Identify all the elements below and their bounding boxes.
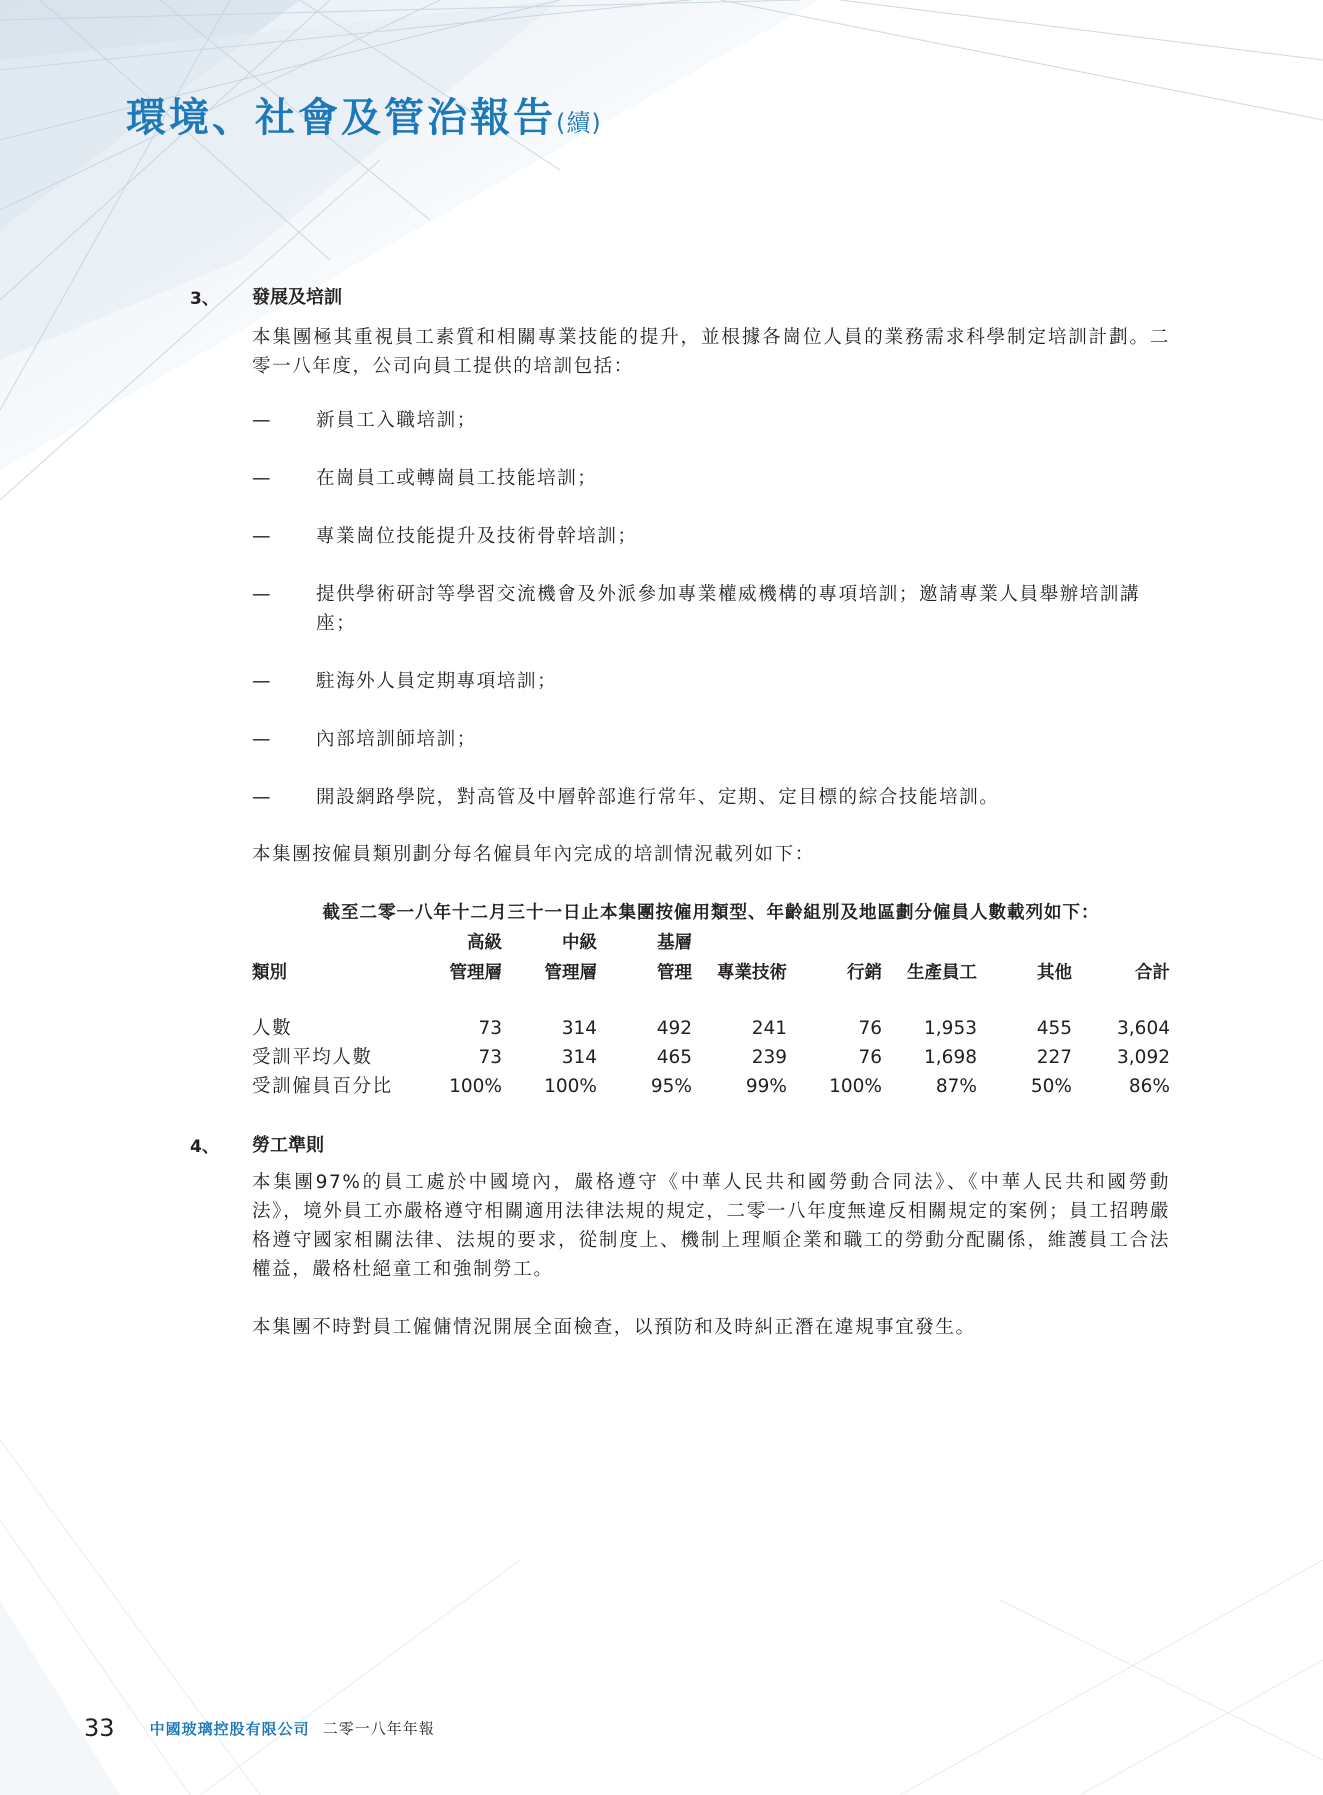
- header-line2: 管理層: [544, 963, 597, 983]
- table-spacer: [252, 988, 1170, 1014]
- header-line2: 行銷: [847, 963, 882, 983]
- section-4-paragraph-1: 本集團97%的員工處於中國境內，嚴格遵守《中華人民共和國勞動合同法》、《中華人民共和國勞動法》，境外員工亦嚴格遵守相關適用法律法規的規定，二零一八年度無違反相關規定的案例；員工招聘嚴格遵守國家相關法律、法規的要求，從制度上、機制上理順企業和職工的勞動分配關係，維護員工合法權益，嚴格杜絕童工和強制勞工。: [252, 1172, 1170, 1280]
- header-line2: 生產員工: [907, 963, 977, 983]
- list-item: [252, 667, 1170, 696]
- table-cell: 241: [751, 1018, 787, 1039]
- list-item: [252, 464, 1170, 493]
- table-cell: 99%: [745, 1076, 787, 1097]
- company-name: 中國玻璃控股有限公司: [149, 1719, 310, 1738]
- table-cell: 314: [561, 1047, 597, 1068]
- table-cell: 314: [561, 1018, 597, 1039]
- header-line1: [692, 928, 787, 958]
- header-sales: [787, 928, 882, 988]
- list-item: [252, 406, 1170, 435]
- table-row: [252, 1014, 1170, 1043]
- table-cell: 227: [1036, 1047, 1072, 1068]
- row-label: 人數: [252, 1018, 293, 1039]
- header-line2: 合計: [1135, 963, 1170, 983]
- header-technical: [692, 928, 787, 988]
- table-cell: 239: [751, 1047, 787, 1068]
- page-title-text: 環境、社會及管治報告: [126, 95, 556, 141]
- section-4-number: 4、: [190, 1137, 219, 1157]
- table-intro: 本集團按僱員類別劃分每名僱員年內完成的培訓情況載列如下：: [252, 844, 815, 865]
- header-line1: 中級: [562, 933, 597, 953]
- header-line2: 專業技術: [717, 963, 787, 983]
- header-line1: [1072, 928, 1170, 958]
- table-cell: 100%: [544, 1076, 597, 1097]
- table-header-row: [252, 928, 1170, 988]
- dash-marker: —: [252, 671, 273, 692]
- page-title-continued: (續): [556, 109, 602, 137]
- dash-marker: —: [252, 584, 273, 605]
- table-cell: 100%: [829, 1076, 882, 1097]
- dash-marker: —: [252, 468, 273, 489]
- header-line2: 類別: [252, 963, 287, 983]
- list-item: [252, 522, 1170, 551]
- dash-marker: —: [252, 729, 273, 750]
- section-4-title: 勞工準則: [252, 1135, 324, 1156]
- table-cell: 76: [858, 1018, 882, 1039]
- list-item-text: 內部培訓師培訓；: [316, 729, 477, 750]
- table-row: [252, 1072, 1170, 1101]
- section-3-number: 3、: [190, 289, 219, 309]
- table-cell: 87%: [935, 1076, 977, 1097]
- list-item: [252, 580, 1170, 638]
- table-cell: 50%: [1030, 1076, 1072, 1097]
- header-total: [1072, 928, 1170, 988]
- header-line1: [787, 928, 882, 958]
- list-item-text: 提供學術研討等學習交流機會及外派參加專業權威機構的專項培訓；邀請專業人員舉辦培訓講座；: [316, 584, 1141, 634]
- table-row: [252, 1043, 1170, 1072]
- row-label: 受訓僱員百分比: [252, 1076, 393, 1097]
- table-cell: 95%: [650, 1076, 692, 1097]
- table-cell: 455: [1036, 1018, 1072, 1039]
- table-cell: 3,092: [1117, 1047, 1170, 1068]
- header-production: [882, 928, 977, 988]
- header-line1: [252, 928, 392, 958]
- table-cell: 1,698: [924, 1047, 977, 1068]
- header-junior-management: [597, 928, 692, 988]
- table-cell: 73: [478, 1018, 502, 1039]
- list-item: [252, 725, 1170, 754]
- header-others: [977, 928, 1072, 988]
- header-middle-management: [502, 928, 597, 988]
- header-senior-management: [392, 928, 502, 988]
- section-4-paragraph-2: 本集團不時對員工僱傭情況開展全面檢查，以預防和及時糾正潛在違規事宜發生。: [252, 1317, 976, 1338]
- row-label: 受訓平均人數: [252, 1047, 373, 1068]
- dash-marker: —: [252, 526, 273, 547]
- header-line1: [977, 928, 1072, 958]
- list-item-text: 開設網路學院，對高管及中層幹部進行常年、定期、定目標的綜合技能培訓。: [316, 787, 1000, 808]
- table-cell: 3,604: [1117, 1018, 1170, 1039]
- table-cell: 1,953: [924, 1018, 977, 1039]
- dash-marker: —: [252, 787, 273, 808]
- header-line2: 其他: [1037, 963, 1072, 983]
- table-cell: 73: [478, 1047, 502, 1068]
- section-3-intro: 本集團極其重視員工素質和相關專業技能的提升，並根據各崗位人員的業務需求科學制定培訓計劃。二零一八年度，公司向員工提供的培訓包括：: [252, 327, 1170, 377]
- header-category: [252, 928, 392, 988]
- table-cell: 76: [858, 1047, 882, 1068]
- training-table: [252, 928, 1170, 1101]
- list-item: [252, 783, 1170, 812]
- dash-marker: —: [252, 410, 273, 431]
- header-line2: 管理層: [449, 963, 502, 983]
- table-cell: 86%: [1128, 1076, 1170, 1097]
- table-cell: 492: [656, 1018, 692, 1039]
- page-title: [126, 86, 602, 143]
- list-item-text: 在崗員工或轉崗員工技能培訓；: [316, 468, 598, 489]
- page-footer: [84, 1714, 435, 1742]
- header-line1: 高級: [467, 933, 502, 953]
- table-caption: 截至二零一八年十二月三十一日止本集團按僱用類型、年齡組別及地區劃分僱員人數載列如下：: [322, 903, 1100, 923]
- training-list: [252, 406, 1170, 841]
- page-number: 33: [84, 1714, 115, 1742]
- section-3-title: 發展及培訓: [252, 287, 342, 308]
- list-item-text: 專業崗位技能提升及技術骨幹培訓；: [316, 526, 638, 547]
- table-cell: 465: [656, 1047, 692, 1068]
- header-line2: 管理: [657, 963, 692, 983]
- header-line1: [882, 928, 977, 958]
- list-item-text: 駐海外人員定期專項培訓；: [316, 671, 558, 692]
- header-line1: 基層: [657, 933, 692, 953]
- report-name: 二零一八年年報: [322, 1719, 435, 1738]
- list-item-text: 新員工入職培訓；: [316, 410, 477, 431]
- table-cell: 100%: [449, 1076, 502, 1097]
